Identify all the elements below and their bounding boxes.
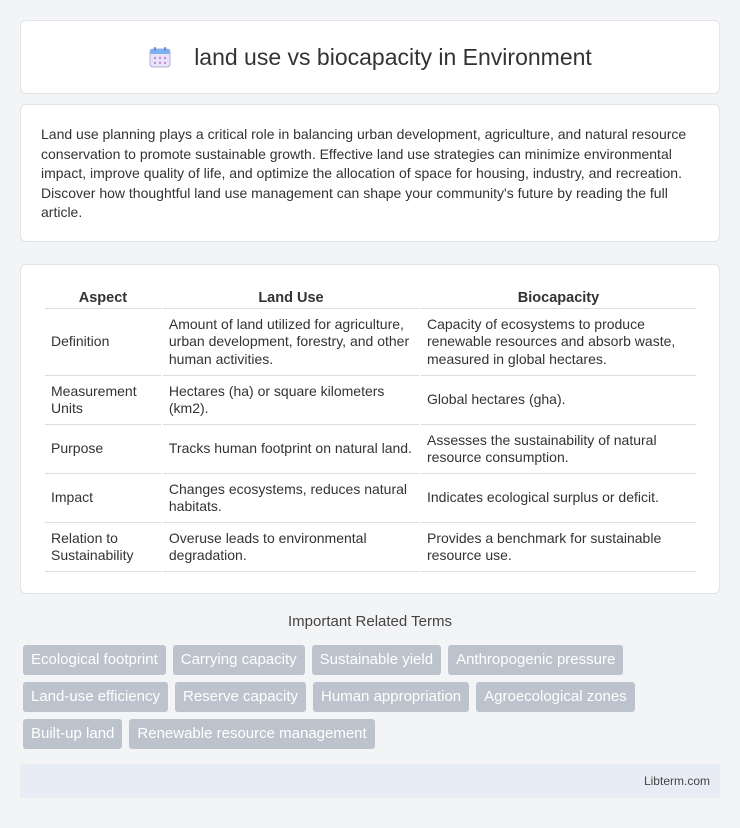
table-cell: Indicates ecological surplus or deficit. bbox=[421, 474, 696, 523]
related-term-tag[interactable]: Renewable resource management bbox=[129, 719, 374, 749]
table-cell: Overuse leads to environmental degradation. bbox=[163, 523, 419, 572]
table-cell: Definition bbox=[45, 309, 161, 376]
table-cell: Relation to Sustainability bbox=[45, 523, 161, 572]
related-term-tag[interactable]: Human appropriation bbox=[313, 682, 469, 712]
table-cell: Capacity of ecosystems to produce renewable resources and absorb waste, measured in global hectares. bbox=[421, 309, 696, 376]
footer-site-link[interactable]: Libterm.com bbox=[643, 774, 710, 788]
column-header: Biocapacity bbox=[421, 287, 696, 309]
related-term-tag[interactable]: Carrying capacity bbox=[173, 645, 305, 675]
table-cell: Global hectares (gha). bbox=[421, 376, 696, 425]
table-cell: Changes ecosystems, reduces natural habitats. bbox=[163, 474, 419, 523]
related-term-tag[interactable]: Sustainable yield bbox=[312, 645, 441, 675]
table-cell: Impact bbox=[45, 474, 161, 523]
table-cell: Measurement Units bbox=[45, 376, 161, 425]
related-term-tag[interactable]: Ecological footprint bbox=[23, 645, 166, 675]
related-term-tag[interactable]: Anthropogenic pressure bbox=[448, 645, 623, 675]
table-row bbox=[45, 376, 696, 425]
related-terms-list bbox=[23, 645, 723, 749]
table-row bbox=[45, 523, 696, 572]
intro-text: Land use planning plays a critical role in balancing urban development, agriculture, and natural resource conservation to promote sustainable growth. Effective land use strategies can minimize environmental impact, improve quality of life, and optimize the allocation of space for housing, industry, and recreation. Discover how thoughtful land use management can shape your community's future by reading the full article. bbox=[41, 126, 687, 220]
footer bbox=[20, 764, 720, 798]
related-term-tag[interactable]: Land-use efficiency bbox=[23, 682, 168, 712]
related-term-tag[interactable]: Reserve capacity bbox=[175, 682, 306, 712]
header-card bbox=[20, 20, 720, 94]
table-cell: Amount of land utilized for agriculture, urban development, forestry, and other human activities. bbox=[163, 309, 419, 376]
comparison-table-card bbox=[20, 264, 720, 594]
related-terms-title: Important Related Terms bbox=[288, 613, 452, 630]
comparison-table bbox=[43, 287, 698, 572]
intro-card bbox=[20, 104, 720, 242]
related-term-tag[interactable]: Agroecological zones bbox=[476, 682, 635, 712]
calendar-icon bbox=[148, 45, 172, 69]
table-cell: Tracks human footprint on natural land. bbox=[163, 425, 419, 474]
related-term-tag[interactable]: Built-up land bbox=[23, 719, 122, 749]
column-header: Aspect bbox=[45, 287, 161, 309]
table-cell: Purpose bbox=[45, 425, 161, 474]
table-row bbox=[45, 425, 696, 474]
table-header-row bbox=[45, 287, 696, 309]
table-cell: Assesses the sustainability of natural resource consumption. bbox=[421, 425, 696, 474]
page-title: land use vs biocapacity in Environment bbox=[194, 43, 592, 70]
table-row bbox=[45, 474, 696, 523]
column-header: Land Use bbox=[163, 287, 419, 309]
table-row bbox=[45, 309, 696, 376]
table-cell: Hectares (ha) or square kilometers (km2). bbox=[163, 376, 419, 425]
table-cell: Provides a benchmark for sustainable resource use. bbox=[421, 523, 696, 572]
